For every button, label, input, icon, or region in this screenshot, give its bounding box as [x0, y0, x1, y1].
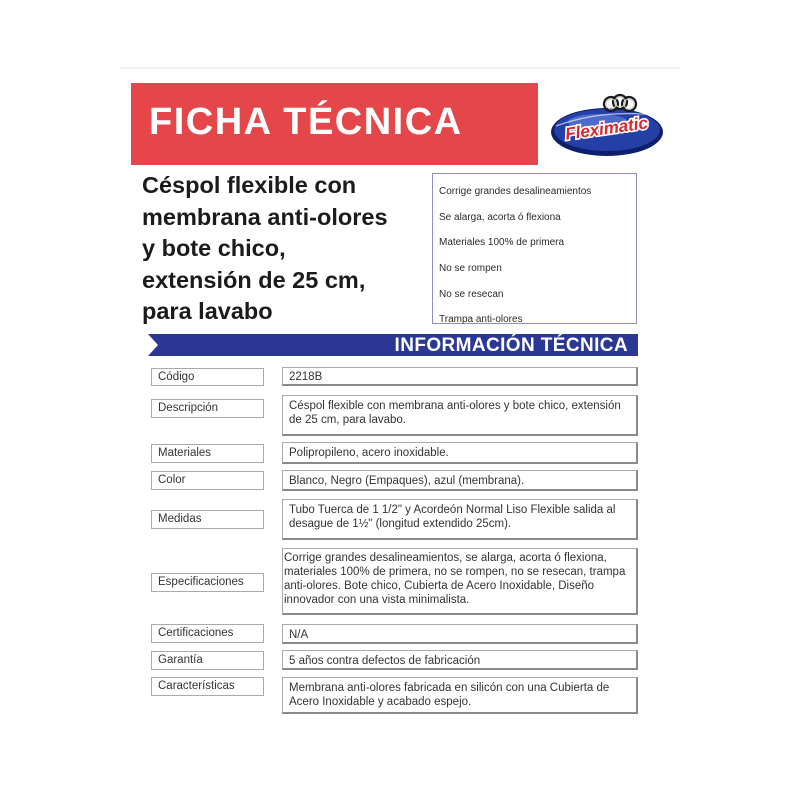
- spec-label-codigo: Código: [151, 368, 264, 386]
- feature-item: No se rompen: [439, 263, 502, 275]
- spec-label-descripcion: Descripción: [151, 399, 264, 418]
- section-title: INFORMACIÓN TÉCNICA: [394, 335, 628, 356]
- spec-value-materiales: Polipropileno, acero inoxidable.: [282, 442, 638, 464]
- product-title-line: extensión de 25 cm,: [142, 266, 366, 293]
- feature-item: Trampa anti-olores: [439, 314, 523, 326]
- features-box: [432, 173, 637, 324]
- spec-value-especificaciones: Corrige grandes desalineamientos, se alarga, acorta ó flexiona, materiales 100% de primera, no se rompen, no se resecan, trampa anti-olores. Bote chico, Cubierta de Acero Inoxidable, Diseño innovador con una vista minimalista.: [282, 548, 638, 615]
- header-banner: [131, 83, 538, 165]
- spec-value-color: Blanco, Negro (Empaques), azul (membrana).: [282, 470, 638, 491]
- spec-value-certificaciones: N/A: [282, 624, 638, 644]
- fleximatic-logo-icon: [550, 92, 665, 158]
- feature-item: Materiales 100% de primera: [439, 237, 565, 249]
- spec-value-garantia: 5 años contra defectos de fabricación: [282, 650, 638, 670]
- brand-name: Fleximatic: [564, 113, 650, 144]
- product-title-line: y bote chico,: [142, 235, 286, 261]
- spec-value-descripcion: Céspol flexible con membrana anti-olores y bote chico, extensión de 25 cm, para lavabo.: [282, 395, 638, 436]
- spec-label-color: Color: [151, 471, 264, 490]
- product-title-line: membrana anti-olores: [142, 203, 388, 230]
- section-banner: [148, 334, 638, 356]
- spec-label-caracteristicas: Características: [151, 677, 264, 696]
- spec-value-caracteristicas: Membrana anti-olores fabricada en silicón con una Cubierta de Acero Inoxidable y acabado espejo.: [282, 677, 638, 714]
- spec-label-medidas: Medidas: [151, 510, 264, 529]
- spec-label-certificaciones: Certificaciones: [151, 624, 264, 643]
- spec-label-garantia: Garantía: [151, 651, 264, 670]
- feature-item: Corrige grandes desalineamientos: [439, 186, 592, 197]
- product-title: [142, 170, 427, 328]
- feature-item: Se alarga, acorta ó flexiona: [439, 211, 561, 223]
- spec-label-especificaciones: Especificaciones: [151, 573, 264, 592]
- product-title-line: para lavabo: [142, 298, 273, 324]
- page-title: FICHA TÉCNICA: [149, 101, 463, 143]
- spec-value-medidas: Tubo Tuerca de 1 1/2" y Acordeón Normal Liso Flexible salida al desague de 1½" (longitud extendido 25cm).: [282, 499, 638, 540]
- product-title-line: Céspol flexible con: [142, 172, 357, 198]
- brand-logo: [550, 92, 665, 158]
- feature-item: No se resecan: [439, 288, 504, 300]
- top-divider: [120, 67, 680, 69]
- spec-value-codigo: 2218B: [282, 367, 638, 386]
- spec-label-materiales: Materiales: [151, 444, 264, 463]
